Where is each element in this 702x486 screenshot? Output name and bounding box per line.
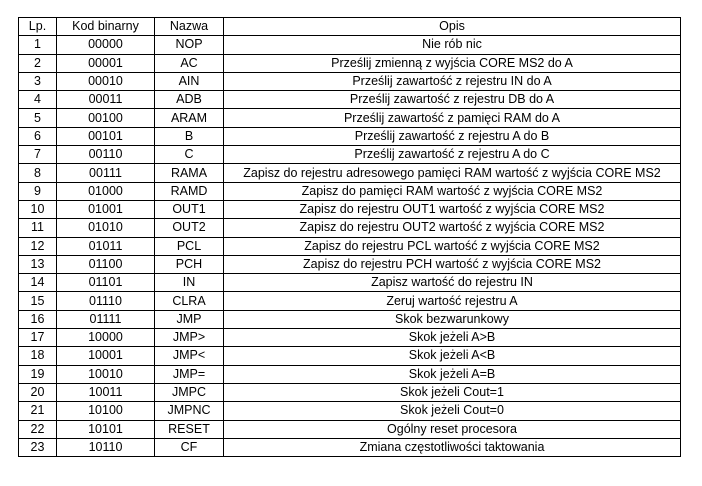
cell-binary-code: 00110 [57, 146, 155, 164]
cell-name: NOP [155, 36, 224, 54]
cell-description: Prześlij zawartość z rejestru IN do A [224, 72, 681, 90]
table-row [19, 255, 681, 273]
cell-binary-code: 10101 [57, 420, 155, 438]
table-header-row [19, 18, 681, 36]
cell-lp: 6 [19, 127, 57, 145]
instruction-table [18, 17, 681, 457]
table-row [19, 54, 681, 72]
cell-lp: 20 [19, 383, 57, 401]
cell-binary-code: 00000 [57, 36, 155, 54]
cell-lp: 3 [19, 72, 57, 90]
cell-binary-code: 00011 [57, 91, 155, 109]
cell-name: B [155, 127, 224, 145]
cell-description: Skok jeżeli Cout=1 [224, 383, 681, 401]
header-binary-code: Kod binarny [57, 18, 155, 36]
cell-name: RAMD [155, 182, 224, 200]
table-row [19, 292, 681, 310]
header-name: Nazwa [155, 18, 224, 36]
cell-lp: 22 [19, 420, 57, 438]
table-row [19, 72, 681, 90]
cell-lp: 5 [19, 109, 57, 127]
header-description: Opis [224, 18, 681, 36]
cell-binary-code: 10110 [57, 438, 155, 456]
cell-description: Prześlij zawartość z pamięci RAM do A [224, 109, 681, 127]
cell-name: AIN [155, 72, 224, 90]
cell-binary-code: 10010 [57, 365, 155, 383]
table-row [19, 347, 681, 365]
cell-lp: 8 [19, 164, 57, 182]
cell-name: C [155, 146, 224, 164]
cell-name: AC [155, 54, 224, 72]
cell-description: Zapisz wartość do rejestru IN [224, 274, 681, 292]
table-row [19, 36, 681, 54]
table-row [19, 365, 681, 383]
cell-name: OUT1 [155, 200, 224, 218]
table-row [19, 91, 681, 109]
cell-name: OUT2 [155, 219, 224, 237]
cell-binary-code: 01101 [57, 274, 155, 292]
cell-lp: 19 [19, 365, 57, 383]
cell-name: PCL [155, 237, 224, 255]
cell-name: JMP= [155, 365, 224, 383]
cell-lp: 11 [19, 219, 57, 237]
cell-name: JMPNC [155, 402, 224, 420]
table-row [19, 219, 681, 237]
table-row [19, 182, 681, 200]
cell-lp: 18 [19, 347, 57, 365]
cell-binary-code: 01100 [57, 255, 155, 273]
cell-name: ARAM [155, 109, 224, 127]
cell-lp: 17 [19, 329, 57, 347]
cell-name: JMPC [155, 383, 224, 401]
cell-description: Zapisz do rejestru OUT1 wartość z wyjścia CORE MS2 [224, 200, 681, 218]
cell-binary-code: 10000 [57, 329, 155, 347]
table-row [19, 329, 681, 347]
cell-description: Prześlij zawartość z rejestru A do B [224, 127, 681, 145]
cell-binary-code: 00111 [57, 164, 155, 182]
cell-description: Zeruj wartość rejestru A [224, 292, 681, 310]
cell-lp: 21 [19, 402, 57, 420]
cell-lp: 14 [19, 274, 57, 292]
cell-description: Nie rób nic [224, 36, 681, 54]
cell-name: RESET [155, 420, 224, 438]
cell-name: JMP< [155, 347, 224, 365]
cell-lp: 10 [19, 200, 57, 218]
cell-description: Zmiana częstotliwości taktowania [224, 438, 681, 456]
cell-description: Skok jeżeli A>B [224, 329, 681, 347]
cell-binary-code: 01111 [57, 310, 155, 328]
cell-description: Skok jeżeli A<B [224, 347, 681, 365]
table-row [19, 109, 681, 127]
cell-description: Ogólny reset procesora [224, 420, 681, 438]
cell-name: CF [155, 438, 224, 456]
table-row [19, 237, 681, 255]
table-row [19, 383, 681, 401]
table-row [19, 127, 681, 145]
cell-lp: 9 [19, 182, 57, 200]
cell-binary-code: 00001 [57, 54, 155, 72]
cell-name: CLRA [155, 292, 224, 310]
cell-binary-code: 10001 [57, 347, 155, 365]
cell-name: PCH [155, 255, 224, 273]
cell-binary-code: 01011 [57, 237, 155, 255]
cell-name: RAMA [155, 164, 224, 182]
cell-name: ADB [155, 91, 224, 109]
table-row [19, 146, 681, 164]
cell-binary-code: 00010 [57, 72, 155, 90]
header-lp: Lp. [19, 18, 57, 36]
cell-binary-code: 01000 [57, 182, 155, 200]
table-row [19, 274, 681, 292]
cell-lp: 13 [19, 255, 57, 273]
cell-description: Prześlij zawartość z rejestru DB do A [224, 91, 681, 109]
cell-lp: 15 [19, 292, 57, 310]
cell-description: Prześlij zawartość z rejestru A do C [224, 146, 681, 164]
table-body [19, 36, 681, 457]
cell-lp: 23 [19, 438, 57, 456]
cell-binary-code: 10011 [57, 383, 155, 401]
cell-binary-code: 01001 [57, 200, 155, 218]
cell-description: Zapisz do rejestru PCL wartość z wyjścia CORE MS2 [224, 237, 681, 255]
cell-binary-code: 01110 [57, 292, 155, 310]
table-row [19, 438, 681, 456]
cell-description: Zapisz do rejestru adresowego pamięci RAM wartość z wyjścia CORE MS2 [224, 164, 681, 182]
cell-binary-code: 01010 [57, 219, 155, 237]
table-row [19, 402, 681, 420]
cell-name: JMP [155, 310, 224, 328]
cell-description: Zapisz do rejestru OUT2 wartość z wyjścia CORE MS2 [224, 219, 681, 237]
cell-lp: 16 [19, 310, 57, 328]
cell-binary-code: 00100 [57, 109, 155, 127]
cell-binary-code: 10100 [57, 402, 155, 420]
cell-lp: 12 [19, 237, 57, 255]
cell-binary-code: 00101 [57, 127, 155, 145]
cell-description: Prześlij zmienną z wyjścia CORE MS2 do A [224, 54, 681, 72]
cell-description: Skok bezwarunkowy [224, 310, 681, 328]
cell-name: IN [155, 274, 224, 292]
cell-description: Skok jeżeli Cout=0 [224, 402, 681, 420]
cell-lp: 2 [19, 54, 57, 72]
cell-description: Zapisz do pamięci RAM wartość z wyjścia CORE MS2 [224, 182, 681, 200]
table-row [19, 420, 681, 438]
cell-lp: 4 [19, 91, 57, 109]
cell-description: Skok jeżeli A=B [224, 365, 681, 383]
table-row [19, 310, 681, 328]
cell-name: JMP> [155, 329, 224, 347]
table-row [19, 164, 681, 182]
table-row [19, 200, 681, 218]
cell-lp: 7 [19, 146, 57, 164]
cell-description: Zapisz do rejestru PCH wartość z wyjścia CORE MS2 [224, 255, 681, 273]
cell-lp: 1 [19, 36, 57, 54]
